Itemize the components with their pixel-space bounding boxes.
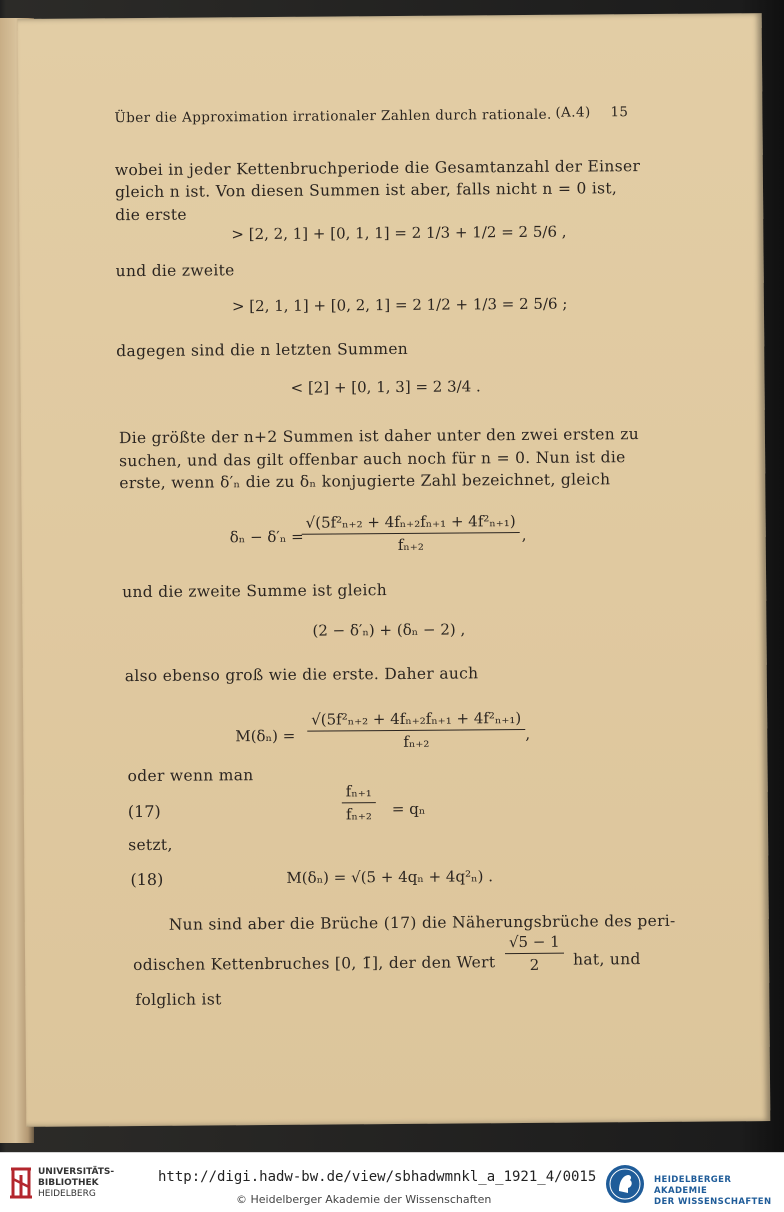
equation: < [2] + [0, 1, 3] = 2 3/4 . — [290, 377, 481, 397]
text-line: die erste — [115, 205, 187, 225]
fraction-denominator: 2 — [529, 955, 540, 974]
text-line: odischen Kettenbruches [0, 1̄], der den Wert — [133, 953, 496, 975]
running-header-ref: (A.4) — [555, 104, 591, 121]
text-line: setzt, — [128, 835, 173, 855]
equation: (2 − δ′ₙ) + (δₙ − 2) , — [312, 620, 466, 640]
viewer-footer — [0, 1152, 784, 1212]
text-line: suchen, und das gilt offenbar auch noch für n = 0. Nun ist die — [119, 448, 626, 471]
page-number: 15 — [610, 104, 629, 121]
text-line: und die zweite Summe ist gleich — [122, 581, 388, 602]
equation-punct: , — [521, 525, 527, 544]
text-line: hat, und — [572, 950, 641, 969]
text-line: Die größte der n+2 Summen ist daher unter den zwei ersten zu — [118, 425, 640, 448]
hadw-logo-line: DER WISSENSCHAFTEN — [654, 1197, 772, 1207]
equation-lhs: δₙ − δ′ₙ = — [229, 527, 304, 547]
ub-heidelberg-logo[interactable] — [8, 1165, 158, 1205]
hadw-logo-text — [654, 1175, 780, 1208]
ub-logo-line: BIBLIOTHEK — [38, 1178, 99, 1188]
equation-fraction — [505, 933, 564, 974]
text-line: erste, wenn δ′ₙ die zu δₙ konjugierte Zahl bezeichnet, gleich — [119, 470, 611, 493]
fraction-denominator: fₙ₊₂ — [397, 535, 424, 554]
copyright-notice: © Heidelberger Akademie der Wissenschaften — [236, 1193, 492, 1206]
permalink-url[interactable]: http://digi.hadw-bw.de/view/sbhadwmnkl_a_1921_4/0015 — [158, 1169, 597, 1185]
text-line: gleich n ist. Von diesen Summen ist aber, falls nicht n = 0 ist, — [114, 179, 618, 202]
fraction-numerator: √(5f²ₙ₊₂ + 4fₙ₊₂fₙ₊₁ + 4f²ₙ₊₁) — [302, 512, 520, 535]
hadw-logo-line: HEIDELBERGER AKADEMIE — [654, 1175, 732, 1196]
text-line: wobei in jeder Kettenbruchperiode die Gesamtanzahl der Einser — [114, 157, 641, 180]
fraction-numerator: √5 − 1 — [505, 933, 564, 954]
fraction-numerator: fₙ₊₁ — [342, 782, 376, 803]
text-line: Nun sind aber die Brüche (17) die Näherungsbrüche des peri- — [168, 911, 676, 934]
fraction-denominator: fₙ₊₂ — [403, 732, 430, 751]
ub-logo-line: HEIDELBERG — [38, 1189, 96, 1199]
fraction-numerator: √(5f²ₙ₊₂ + 4fₙ₊₂fₙ₊₁ + 4f²ₙ₊₁) — [307, 709, 525, 732]
hadw-logo[interactable] — [604, 1163, 780, 1207]
equation-fraction — [342, 782, 376, 823]
equation-fraction — [302, 512, 520, 555]
text-line: oder wenn man — [127, 766, 254, 786]
text-line: dagegen sind die n letzten Summen — [116, 339, 409, 361]
equation: > [2, 1, 1] + [0, 2, 1] = 2 1/2 + 1/3 = 2 5/6 ; — [231, 294, 568, 316]
equation-lhs: M(δₙ) = — [235, 726, 296, 746]
ub-logo-text — [38, 1167, 114, 1200]
text-line: folglich ist — [135, 990, 222, 1010]
ub-logo-line: UNIVERSITÄTS- — [38, 1167, 115, 1177]
running-header-title: Über die Approximation irrationaler Zahlen durch rationale. — [114, 106, 552, 127]
equation: > [2, 2, 1] + [0, 1, 1] = 2 1/3 + 1/2 = 2 5/6 , — [231, 222, 567, 244]
ub-heidelberg-logo-icon — [8, 1165, 34, 1201]
equation-punct: , — [525, 724, 531, 743]
equation-rhs: = qₙ — [391, 799, 426, 819]
equation-number: (18) — [130, 869, 164, 890]
equation-number: (17) — [127, 801, 161, 822]
fraction-denominator: fₙ₊₂ — [345, 805, 372, 824]
equation-fraction — [307, 709, 525, 752]
equation: M(δₙ) = √(5 + 4qₙ + 4q²ₙ) . — [286, 867, 494, 887]
hadw-seal-icon — [604, 1163, 646, 1205]
text-line: also ebenso groß wie die erste. Daher auch — [124, 664, 479, 686]
book-page — [18, 13, 771, 1127]
text-line: und die zweite — [115, 261, 235, 281]
